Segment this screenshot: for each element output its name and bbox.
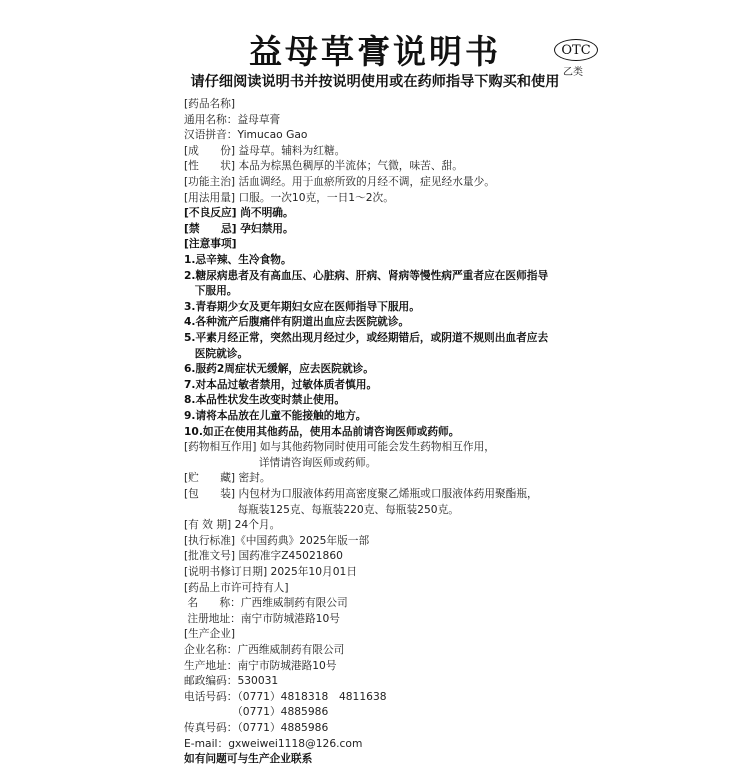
precaution-item: 3.青春期少女及更年期妇女应在医师指导下服用。 [184,299,420,313]
dosage: [用法用量] 口服。一次10克，一日1～2次。 [184,190,394,204]
indications: [功能主治] 活血调经。用于血瘀所致的月经不调，症见经水量少。 [184,175,495,188]
precaution-item: 7.对本品过敏者禁用，过敏体质者慎用。 [184,377,378,391]
fax-number: 传真号码：（0771）4885986 [184,721,329,734]
execution-standard: [执行标准]《中国药典》2025年版一部 [184,533,370,547]
properties: [性 状] 本品为棕黑色稠厚的半流体；气微，味苦、甜。 [184,159,463,173]
email-address: E-mail：gxweiwei1118@126.com [184,736,363,750]
usage-notice: 请仔细阅读说明书并按说明使用或在药师指导下购买和使用 [190,74,560,90]
license-holder-heading: [药品上市许可持有人] [184,580,289,594]
manufacturer-address: 生产地址：南宁市防城港路10号 [184,658,337,672]
precaution-item: 8.本品性状发生改变时禁止使用。 [184,393,346,407]
precaution-item: 6.服药2周症状无缓解，应去医院就诊。 [184,362,374,376]
pinyin-name: 汉语拼音：Yimucao Gao [184,128,308,142]
precaution-item: 5.平素月经正常，突然出现月经过少，或经期错后，或阴道不规则出血者应去 [184,331,549,344]
phone-numbers: 电话号码：（0771）4818318 4811638 [184,689,387,703]
precautions-heading: [注意事项] [184,237,237,251]
license-holder-address: 注册地址：南宁市防城港路10号 [184,611,340,625]
precaution-item: 9.请将本品放在儿童不能接触的地方。 [184,409,367,422]
precaution-item: 1.忌辛辣、生冷食物。 [184,253,292,266]
revision-date: [说明书修订日期] 2025年10月01日 [184,565,358,578]
leaflet-title: 益母草膏说明书 [249,32,501,71]
phone-numbers-cont: （0771）4885986 [184,705,329,719]
precaution-item: 10.如正在使用其他药品，使用本品前请咨询医师或药师。 [184,424,460,438]
manufacturer-name: 企业名称：广西维威制药有限公司 [184,643,345,656]
interactions: [药物相互作用] 如与其他药物同时使用可能会发生药物相互作用， [184,440,495,454]
precaution-item: 下服用。 [184,284,238,298]
otc-class-label: 乙类 [563,67,583,78]
manufacturer-heading: [生产企业] [184,627,236,641]
drug-name-heading: [药品名称] [184,97,236,110]
precaution-item: 4.各种流产后腹痛伴有阴道出血应去医院就诊。 [184,315,410,329]
license-holder-name: 名 称：广西维威制药有限公司 [184,596,348,610]
otc-badge: OTC [554,39,598,61]
precaution-item: 2.糖尿病患者及有高血压、心脏病、肝病、肾病等慢性病严重者应在医师指导 [184,268,549,282]
packaging: [包 装] 内包材为口服液体药用高密度聚乙烯瓶或口服液体药用聚酯瓶， [184,487,538,500]
contraindications: [禁 忌] 孕妇禁用。 [184,221,294,235]
generic-name: 通用名称：益母草膏 [184,112,281,126]
storage: [贮 藏] 密封。 [184,471,271,485]
interactions-cont: 详情请咨询医师或药师。 [184,455,377,469]
validity: [有 效 期] 24个月。 [184,518,281,532]
contact-note: 如有问题可与生产企业联系 [184,752,313,766]
composition: [成 份] 益母草。辅料为红糖。 [184,143,346,157]
approval-number: [批准文号] 国药准字Z45021860 [184,549,343,563]
adverse-reactions: [不良反应] 尚不明确。 [184,206,294,220]
postcode: 邮政编码：530031 [184,674,279,688]
precaution-item: 医院就诊。 [184,346,249,360]
packaging-cont: 每瓶装125克、每瓶装220克、每瓶装250克。 [184,502,459,516]
